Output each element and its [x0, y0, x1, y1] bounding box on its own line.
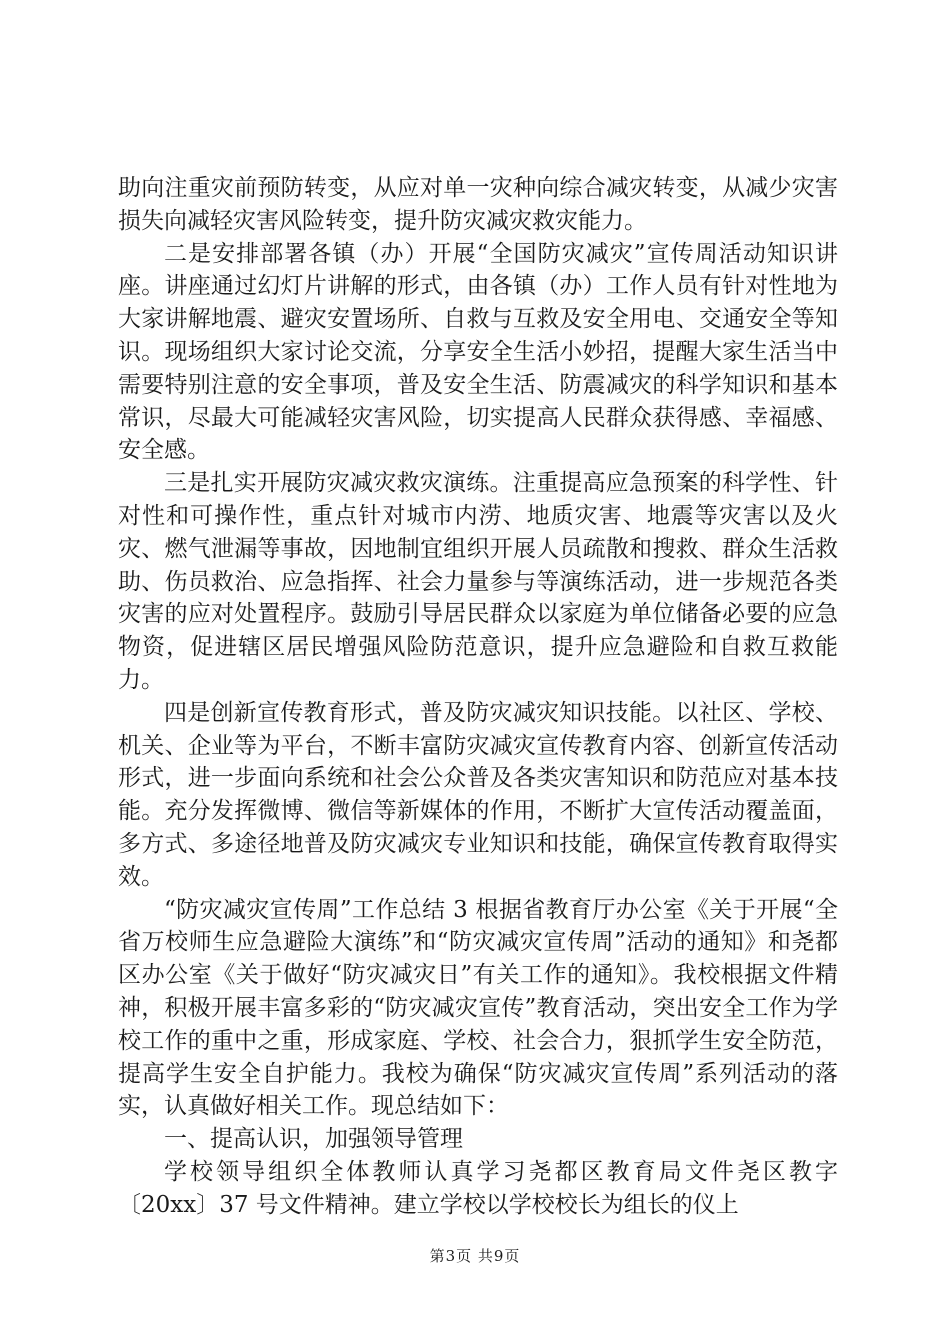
- paragraph: 学校领导组织全体教师认真学习尧都区教育局文件尧区教字〔20xx〕37 号文件精神。建立学校以学校校长为组长的仪上: [118, 1158, 838, 1218]
- paragraph: 助向注重灾前预防转变，从应对单一灾种向综合减灾转变，从减少灾害损失向减轻灾害风险转变，提升防灾减灾救灾能力。: [118, 175, 838, 234]
- paragraph: 四是创新宣传教育形式，普及防灾减灾知识技能。以社区、学校、机关、企业等为平台，不断丰富防灾减灾宣传教育内容、创新宣传活动形式，进一步面向系统和社会公众普及各类灾害知识和防范应对基本技能。充分发挥微博、微信等新媒体的作用，不断扩大宣传活动覆盖面，多方式、多途径地普及防灾减灾专业知识和技能，确保宣传教育取得实效。: [118, 699, 838, 890]
- document-body: [118, 172, 838, 1222]
- paragraph: 三是扎实开展防灾减灾救灾演练。注重提高应急预案的科学性、针对性和可操作性，重点针对城市内涝、地质灾害、地震等灾害以及火灾、燃气泄漏等事故，因地制宜组织开展人员疏散和搜救、群众生活救助、伤员救治、应急指挥、社会力量参与等演练活动，进一步规范各类灾害的应对处置程序。鼓励引导居民群众以家庭为单位储备必要的应急物资，促进辖区居民增强风险防范意识，提升应急避险和自救互救能力。: [118, 470, 838, 693]
- section-heading: 一、提高认识，加强领导管理: [164, 1126, 463, 1153]
- paragraph: “防灾减灾宣传周”工作总结 3 根据省教育厅办公室《关于开展“全省万校师生应急避险大演练”和“防灾减灾宣传周”活动的通知》和尧都区办公室《关于做好“防灾减灾日”有关工作的通知》。我校根据文件精神，积极开展丰富多彩的“防灾减灾宣传”教育活动，突出安全工作为学校工作的重中之重，形成家庭、学校、社会合力，狠抓学生安全防范，提高学生安全自护能力。我校为确保“防灾减灾宣传周”系列活动的落实，认真做好相关工作。现总结如下：: [118, 896, 838, 1120]
- page-footer: 第3页 共9页: [429, 1247, 521, 1265]
- paragraph: 二是安排部署各镇（办）开展“全国防灾减灾”宣传周活动知识讲座。讲座通过幻灯片讲解的形式，由各镇（办）工作人员有针对性地为大家讲解地震、避灾安置场所、自救与互救及安全用电、交通安全等知识。现场组织大家讨论交流，分享安全生活小妙招，提醒大家生活当中需要特别注意的安全事项，普及安全生活、防震减灾的科学知识和基本常识，尽最大可能减轻灾害风险，切实提高人民群众获得感、幸福感、安全感。: [118, 240, 838, 464]
